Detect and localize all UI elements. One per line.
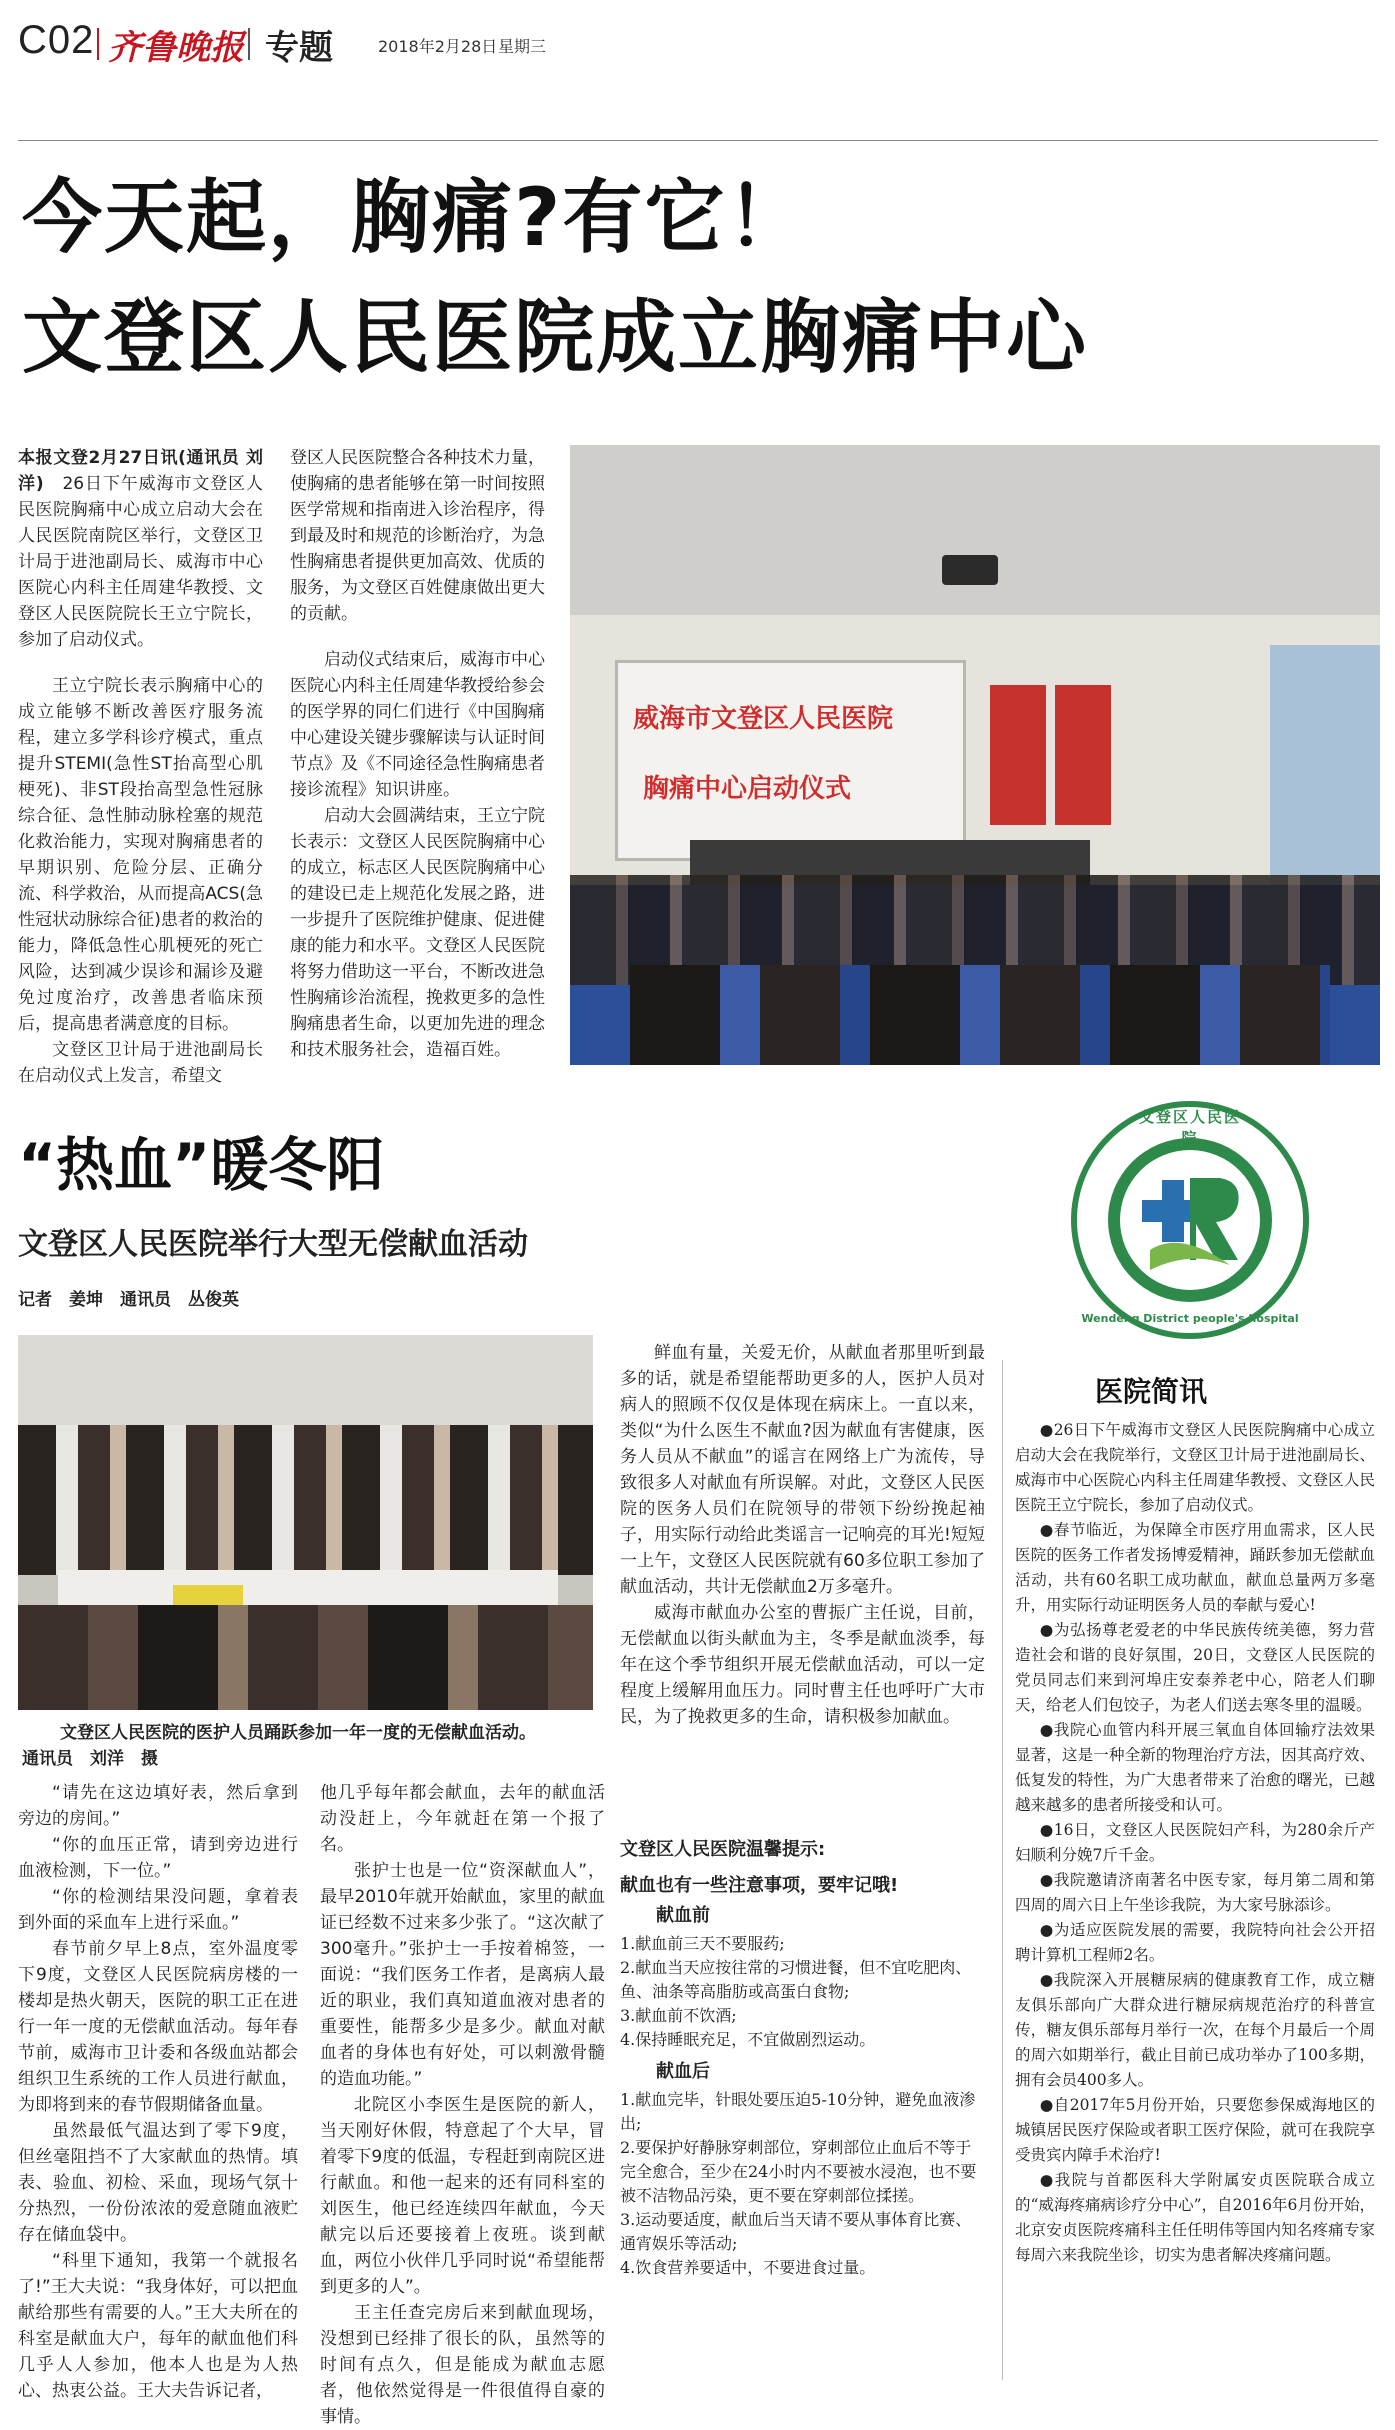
news-item: ●16日，文登区人民医院妇产科，为280余斤产妇顺利分娩7斤千金。 — [1015, 1821, 1375, 1864]
article2-paragraph: “科里下通知，我第一个就报名了!”王大夫说：“我身体好，可以把血献给那些有需要的人。”王大夫所在的科室是献血大户，每年的献血他们科几乎人人参加，他本人也是为人热心、热衷公益。王大夫告诉记者， — [18, 2251, 298, 2401]
article2-paragraph: 春节前夕早上8点，室外温度零下9度，文登区人民医院病房楼的一楼却是热火朝天，医院的职工正在进行一年一度的无偿献血活动。每年春节前，威海市卫计委和各级血站都会组织卫生系统的工作人员进行献血，为即将到来的春节假期储备血量。 — [18, 1939, 298, 2115]
article1-paragraph: 启动仪式结束后，威海市中心医院心内科主任周建华教授给参会的医学界的同仁们进行《中国胸痛中心建设关键步骤解读与认证时间节点》及《不同途径急性胸痛患者接诊流程》知识讲座。 — [290, 650, 545, 800]
article2-paragraph: 北院区小李医生是医院的新人，当天刚好休假，特意起了个大早，冒着零下9度的低温，专程赶到南院区进行献血。和他一起来的还有同科室的刘医生，他已经连续四年献血，今天献完以后还要接着上夜班。谈到献血，两位小伙伴几乎同时说“希望能帮到更多的人”。 — [320, 2095, 605, 2297]
article2-paragraph: 王主任查完房后来到献血现场，没想到已经排了很长的队，虽然等的时间有点久，但是能成为献血志愿者，他依然觉得是一件很值得自豪的事情。 — [320, 2303, 605, 2427]
notice-subtitle: 献血也有一些注意事项，要牢记哦! — [620, 1875, 899, 1896]
article2-paragraph: 鲜血有量，关爱无价，从献血者那里听到最多的话，就是希望能帮助更多的人，医护人员对病人的照顾不仅仅是体现在病床上。一直以来，类似“为什么医生不献血?因为献血有害健康，医务人员从不献血”的谣言在网络上广为流传，导致很多人对献血有所误解。对此，文登区人民医院的医务人员们在院领导的带领下纷纷挽起袖子，用实际行动给此类谣言一记响亮的耳光!短短一上午，文登区人民医院就有60多位职工参加了献血活动，共计无偿献血2万多毫升。 — [620, 1343, 985, 1597]
notice-before-item: 2.献血当天应按往常的习惯进餐，但不宜吃肥肉、鱼、油条等高脂肪或高蛋白食物; — [620, 1958, 972, 2001]
news-item: ●我院邀请济南著名中医专家，每月第二周和第四周的周六日上午坐诊我院，为大家号脉添诊。 — [1015, 1871, 1375, 1914]
hospital-logo — [1070, 1100, 1310, 1340]
article1-paragraph: 王立宁院长表示胸痛中心的成立能够不断改善医疗服务流程，建立多学科诊疗模式，重点提升STEMI(急性ST抬高型心肌梗死)、非ST段抬高型急性冠脉综合征、急性肺动脉栓塞的规范化救治能力，实现对胸痛患者的早期识别、危险分层、正确分流、科学救治，从而提高ACS(急性冠状动脉综合征)患者的救治的能力，降低急性心肌梗死的死亡风险，达到减少误诊和漏诊及避免过度治疗，改善患者临床预后，提高患者满意度的目标。 — [18, 676, 263, 1034]
news-item: ●26日下午威海市文登区人民医院胸痛中心成立启动大会在我院举行，文登区卫计局于进池副局长、威海市中心医院心内科主任周建华教授、文登区人民医院王立宁院长，参加了启动仪式。 — [1015, 1421, 1375, 1514]
notice-after-item: 3.运动要适度，献血后当天请不要从事体育比赛、通宵娱乐等活动; — [620, 2210, 972, 2253]
crowd — [18, 1425, 593, 1575]
masthead-rule — [18, 140, 1378, 141]
article1-paragraph: 文登区卫计局于进池副局长在启动仪式上发言，希望文 — [18, 1040, 263, 1086]
notice-after-title: 献血后 — [656, 2061, 710, 2082]
article2-column-3 — [620, 1340, 985, 1730]
foreground-people — [18, 1605, 593, 1710]
article1-paragraph: 启动大会圆满结束，王立宁院长表示：文登区人民医院胸痛中心的成立，标志区人民医院胸痛中心的建设已走上规范化发展之路，进一步提升了医院维护健康、促进健康的能力和水平。文登区人民医院将努力借助这一平台，不断改进急性胸痛诊治流程，挽救更多的急性胸痛患者生命，以更加先进的理念和技术服务社会，造福百姓。 — [290, 806, 545, 1060]
projection-screen — [615, 660, 966, 861]
news-item: ●我院心血管内科开展三氧血自体回输疗法效果显著，这是一种全新的物理治疗方法，因其高疗效、低复发的特性，为广大患者带来了治愈的曙光，已越越来越多的患者所接受和认可。 — [1015, 1721, 1375, 1814]
article1-headline-line1: 今天起，胸痛?有它！ — [22, 171, 809, 264]
news-item: ●我院深入开展糖尿病的健康教育工作，成立糖友俱乐部向广大群众进行糖尿病规范治疗的科普宣传，糖友俱乐部每月举行一次，在每个月最后一个周的周六如期举行，截止目前已成功举办了100多期，拥有会员400多人。 — [1015, 1971, 1375, 2089]
article1-column-1 — [18, 445, 263, 1089]
notice-after-item: 2.要保护好静脉穿刺部位，穿刺部位止血后不等于完全愈合，至少在24小时内不要被水浸泡，也不要被不洁物品污染，更不要在穿刺部位揉搓。 — [620, 2138, 977, 2205]
notice-before-title: 献血前 — [656, 1905, 710, 1926]
article1-paragraph: 登区人民医院整合各种技术力量，使胸痛的患者能够在第一时间按照医学常规和指南进入诊治程序，得到最及时和规范的诊断治疗，为急性胸痛患者提供更加高效、优质的服务，为文登区百姓健康做出更大的贡献。 — [290, 448, 545, 624]
red-banner — [1055, 685, 1111, 825]
donation-table — [58, 1570, 558, 1610]
article1-byline: 本报文登2月27日讯(通讯员 刘洋) — [18, 448, 263, 494]
ceiling — [570, 445, 1380, 615]
notice-before-item: 3.献血前不饮酒; — [620, 2006, 737, 2025]
article2-paragraph: 虽然最低气温达到了零下9度，但丝毫阻挡不了大家献血的热情。填表、验血、初检、采血，现场气氛十分热烈，一份份浓浓的爱意随血液贮存在储血袋中。 — [18, 2121, 298, 2245]
photo-credit: 通讯员 刘洋 摄 — [22, 1749, 158, 1769]
article2-subheadline: 文登区人民医院举行大型无偿献血活动 — [18, 1227, 528, 1262]
ceiling — [18, 1335, 593, 1425]
photo-caption: 文登区人民医院的医护人员踊跃参加一年一度的无偿献血活动。 — [60, 1723, 536, 1743]
brand-logo: 齐鲁晚报 — [108, 28, 244, 68]
article1-headline-line2: 文登区人民医院成立胸痛中心 — [22, 291, 1088, 384]
hospital-news-sidebar — [1015, 1418, 1375, 2268]
donation-notice — [620, 1838, 985, 2280]
masthead — [0, 0, 1395, 80]
sidebar-divider — [1002, 1360, 1003, 2380]
masthead-divider-2 — [248, 28, 250, 60]
audience-front-row — [630, 965, 1330, 1065]
screen-title-line2: 胸痛中心启动仪式 — [643, 774, 852, 804]
article2-paragraph: “你的血压正常，请到旁边进行血液检测，下一位。” — [18, 1835, 298, 1881]
news-item: ●为适应医院发展的需要，我院特向社会公开招聘计算机工程师2名。 — [1015, 1921, 1375, 1964]
logo-cn-text: 文登区人民医院 — [1138, 1108, 1241, 1147]
issue-date: 2018年2月28日 — [378, 37, 498, 56]
notice-before-item: 4.保持睡眠充足，不宜做剧烈运动。 — [620, 2030, 876, 2049]
chest-pain-center-launch-photo — [570, 445, 1380, 1065]
page-code: C02 — [18, 18, 95, 62]
logo-en-text: Wendeng District people's hospital — [1081, 1312, 1299, 1325]
article2-column-1 — [18, 1780, 298, 2404]
window — [1270, 645, 1380, 885]
notice-title: 文登区人民医院温馨提示: — [620, 1839, 826, 1860]
notice-after-item: 4.饮食营养要适中，不要进食过量。 — [620, 2258, 876, 2277]
news-item: ●为弘扬尊老爱老的中华民族传统美德，努力营造社会和谐的良好氛围，20日，文登区人民医院的党员同志们来到河埠庄安泰养老中心，陪老人们聊天，给老人们包饺子，为老人们送去寒冬里的温暖。 — [1015, 1621, 1375, 1714]
news-item: ●自2017年5月份开始，只要您参保威海地区的城镇居民医疗保险或者职工医疗保险，就可在我院享受贵宾内障手术治疗! — [1015, 2096, 1375, 2164]
projector — [942, 555, 998, 585]
article1-column-2 — [290, 445, 545, 1063]
article2-paragraph: “你的检测结果没问题，拿着表到外面的采血车上进行采血。” — [18, 1887, 298, 1933]
red-banner — [990, 685, 1046, 825]
article2-byline: 记者 姜坤 通讯员 丛俊英 — [18, 1290, 239, 1310]
sidebar-title: 医院简讯 — [1095, 1375, 1208, 1408]
article2-paragraph: 他几乎每年都会献血，去年的献血活动没赶上，今年就赶在第一个报了名。 — [320, 1783, 605, 1855]
notice-after-item: 1.献血完毕，针眼处要压迫5-10分钟，避免血液渗出; — [620, 2090, 976, 2133]
news-item: ●春节临近，为保障全市医疗用血需求，区人民医院的医务工作者发扬博爱精神，踊跃参加无偿献血活动，共有60名职工成功献血，献血总量两万多毫升，用实际行动证明医务人员的奉献与爱心! — [1015, 1521, 1375, 1614]
article2-headline: “热血”暖冬阳 — [18, 1131, 385, 1199]
screen-title-line1: 威海市文登区人民医院 — [633, 704, 894, 734]
masthead-divider — [97, 28, 99, 60]
article2-paragraph: “请先在这边填好表，然后拿到旁边的房间。” — [18, 1783, 298, 1829]
article2-paragraph: 张护士也是一位“资深献血人”，最早2010年就开始献血，家里的献血证已经数不过来多少张了。“这次献了300毫升。”张护士一手按着棉签，一面说：“我们医务工作者，是离病人最近的职业，我们真知道血液对患者的重要性，能帮多少是多少。献血对献血者的身体也有好处，可以刺激骨髓的造血功能。” — [320, 1861, 605, 2089]
article2-column-2 — [320, 1780, 605, 2430]
news-item: ●我院与首都医科大学附属安贞医院联合成立的“威海疼痛病诊疗分中心”，自2016年6月份开始，北京安贞医院疼痛科主任任明伟等国内知名疼痛专家每周六来我院坐诊，切实为患者解决疼痛问题。 — [1015, 2171, 1375, 2264]
article1-paragraph: 26日下午威海市文登区人民医院胸痛中心成立启动大会在人民医院南院区举行，文登区卫计局于进池副局长、威海市中心医院心内科主任周建华教授、文登区人民医院院长王立宁院长，参加了启动仪式。 — [18, 474, 263, 650]
section-title: 专题 — [265, 28, 333, 68]
blood-donation-photo — [18, 1335, 593, 1710]
notice-before-item: 1.献血前三天不要服药; — [620, 1934, 785, 1953]
article2-paragraph: 威海市献血办公室的曹振广主任说，目前，无偿献血以街头献血为主，冬季是献血淡季，每年在这个季节组织开展无偿献血活动，可以一定程度上缓解用血压力。同时曹主任也呼吁广大市民，为了挽救更多的生命，请积极参加献血。 — [620, 1603, 985, 1727]
issue-weekday: 星期三 — [498, 37, 547, 56]
